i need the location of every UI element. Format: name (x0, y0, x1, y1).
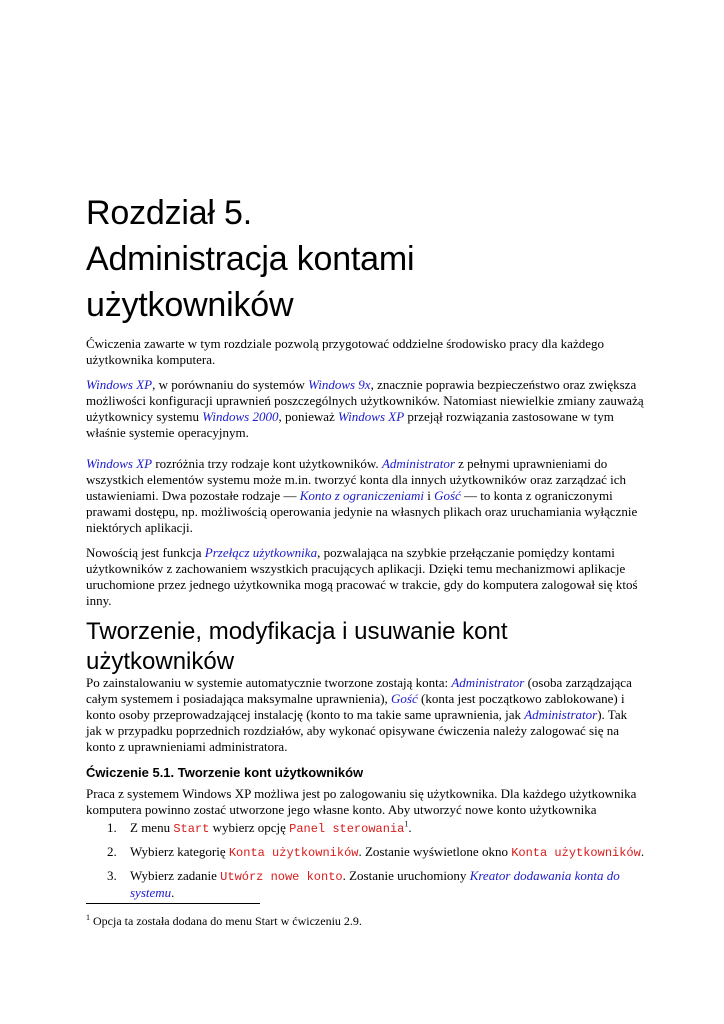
term-przelacz-uzytkownika: Przełącz użytkownika (204, 545, 318, 560)
step-item (86, 820, 646, 836)
term-gosc: Gość (391, 691, 418, 706)
text-run: , ponieważ (278, 409, 339, 424)
step-number: 2. (107, 844, 117, 859)
step-item (86, 844, 646, 860)
term-administrator: Administrator (381, 456, 455, 471)
text-run: Z menu (130, 820, 174, 835)
intro-paragraph-4 (86, 545, 646, 609)
text-run: Wybierz kategorię (130, 844, 229, 859)
section-title-line-2: użytkowników (86, 648, 235, 675)
steps-list (86, 819, 646, 900)
term-windows-xp: Windows XP (338, 409, 405, 424)
menu-start: Start (173, 822, 210, 836)
text-run: Nowością jest funkcja (86, 545, 205, 560)
term-windows-xp: Windows XP (86, 377, 153, 392)
intro-paragraph-3 (86, 456, 646, 536)
term-windows-xp: Windows XP (86, 456, 153, 471)
text-run: — to konta z ograniczonymi prawami dostępu, np. możliwością operowania jedynie na własnych plikach oraz uruchamiania wyłącznie niektórych aplikacji. (86, 488, 638, 535)
footnote-text: Opcja ta została dodana do menu Start w ćwiczeniu 2.9. (90, 914, 362, 928)
task-utworz-nowe-konto: Utwórz nowe konto (220, 870, 343, 884)
section-title-line-1: Tworzenie, modyfikacja i usuwanie kont (86, 618, 508, 645)
text-run: z pełnymi uprawnieniami do wszystkich elementów systemu może m.in. tworzyć konta dla innych użytkowników oraz zarządzać ich ustawieniami. Dwa pozostałe rodzaje — (86, 456, 627, 503)
term-windows-2000: Windows 2000 (202, 409, 279, 424)
text-run: (konta jest początkowo zablokowane) i konto osoby przeprowadzającej instalację (konto to ma takie same uprawnienia, jak (86, 691, 625, 722)
text-run: . (171, 885, 175, 900)
section-paragraph-1 (86, 675, 646, 755)
section-title (86, 617, 646, 677)
exercise-intro-paragraph: Praca z systemem Windows XP możliwa jest po zalogowaniu się użytkownika. Dla każdego użytkownika komputera powinno zostać utworzone jego własne konto. Aby utworzyć nowe konto użytkownika (86, 786, 637, 817)
section-text (86, 675, 646, 764)
chapter-title (86, 190, 686, 328)
step-number: 3. (107, 868, 117, 883)
term-kreator-dodawania-konta: Kreator dodawania konta do systemu (130, 868, 620, 900)
text-run: , pozwalająca na szybkie przełączanie pomiędzy kontami użytkowników z zachowaniem wszystkich pracujących aplikacji. Dzięki temu mechanizmowi aplikacje uruchomione przez jednego użytkownika mogą pracować w trakcie, gdy do komputera zalogował się ktoś inny. (86, 545, 638, 608)
term-administrator: Administrator (451, 675, 525, 690)
term-konto-z-ograniczeniami: Konto z ograniczeniami (299, 488, 424, 503)
footnote-separator (86, 903, 260, 904)
footnote (86, 914, 362, 929)
text-run: przejął rozwiązania zastosowane w tym właśnie systemie operacyjnym. (86, 409, 614, 440)
text-run: . (408, 820, 412, 835)
text-run: ). Tak jak w przypadku poprzednich rozdziałów, aby wykonać opisywane ćwiczenia należy zalogować się na konto z uprawnieniami administratora. (86, 707, 628, 754)
text-run: rozróżnia trzy rodzaje kont użytkowników. (152, 456, 382, 471)
text-run: . Zostanie uruchomiony (342, 868, 470, 883)
chapter-title-line-3: użytkowników (86, 286, 294, 324)
footnote-ref: 1 (404, 819, 409, 829)
window-konta-uzytkownikow: Konta użytkowników (511, 846, 641, 860)
text-run: . Zostanie wyświetlone okno (358, 844, 512, 859)
text-run: Wybierz zadanie (130, 868, 221, 883)
category-konta-uzytkownikow: Konta użytkowników (228, 846, 359, 860)
footnote-mark: 1 (86, 913, 90, 922)
term-windows-9x: Windows 9x (308, 377, 371, 392)
menu-panel-sterowania: Panel sterowania (289, 822, 405, 836)
step-item (86, 868, 646, 900)
intro-paragraph-1: Ćwiczenia zawarte w tym rozdziale pozwolą przygotować oddzielne środowisko pracy dla każdego użytkownika komputera. (86, 336, 604, 367)
text-run: Po zainstalowaniu w systemie automatycznie tworzone zostają konta: (86, 675, 452, 690)
text-run: . (640, 844, 645, 859)
intro-text (86, 336, 646, 618)
text-run: i (423, 488, 435, 503)
exercise-title: Ćwiczenie 5.1. Tworzenie kont użytkowników (86, 765, 364, 780)
text-run: , znacznie poprawia bezpieczeństwo oraz zwiększa możliwości konfiguracji uprawnień poszczególnych użytkowników. Natomiast niewielkie zmiany zauważą użytkownicy systemu (86, 377, 644, 424)
chapter-title-line-1: Rozdział 5. (86, 194, 252, 232)
term-gosc: Gość (434, 488, 461, 503)
term-administrator: Administrator (524, 707, 598, 722)
text-run: wybierz opcję (209, 820, 290, 835)
intro-paragraph-2 (86, 377, 646, 441)
chapter-title-line-2: Administracja kontami (86, 240, 415, 278)
text-run: (osoba zarządzająca całym systemem i posiadająca maksymalne uprawnienia), (86, 675, 632, 706)
step-number: 1. (107, 820, 117, 835)
text-run: , w porównaniu do systemów (152, 377, 309, 392)
